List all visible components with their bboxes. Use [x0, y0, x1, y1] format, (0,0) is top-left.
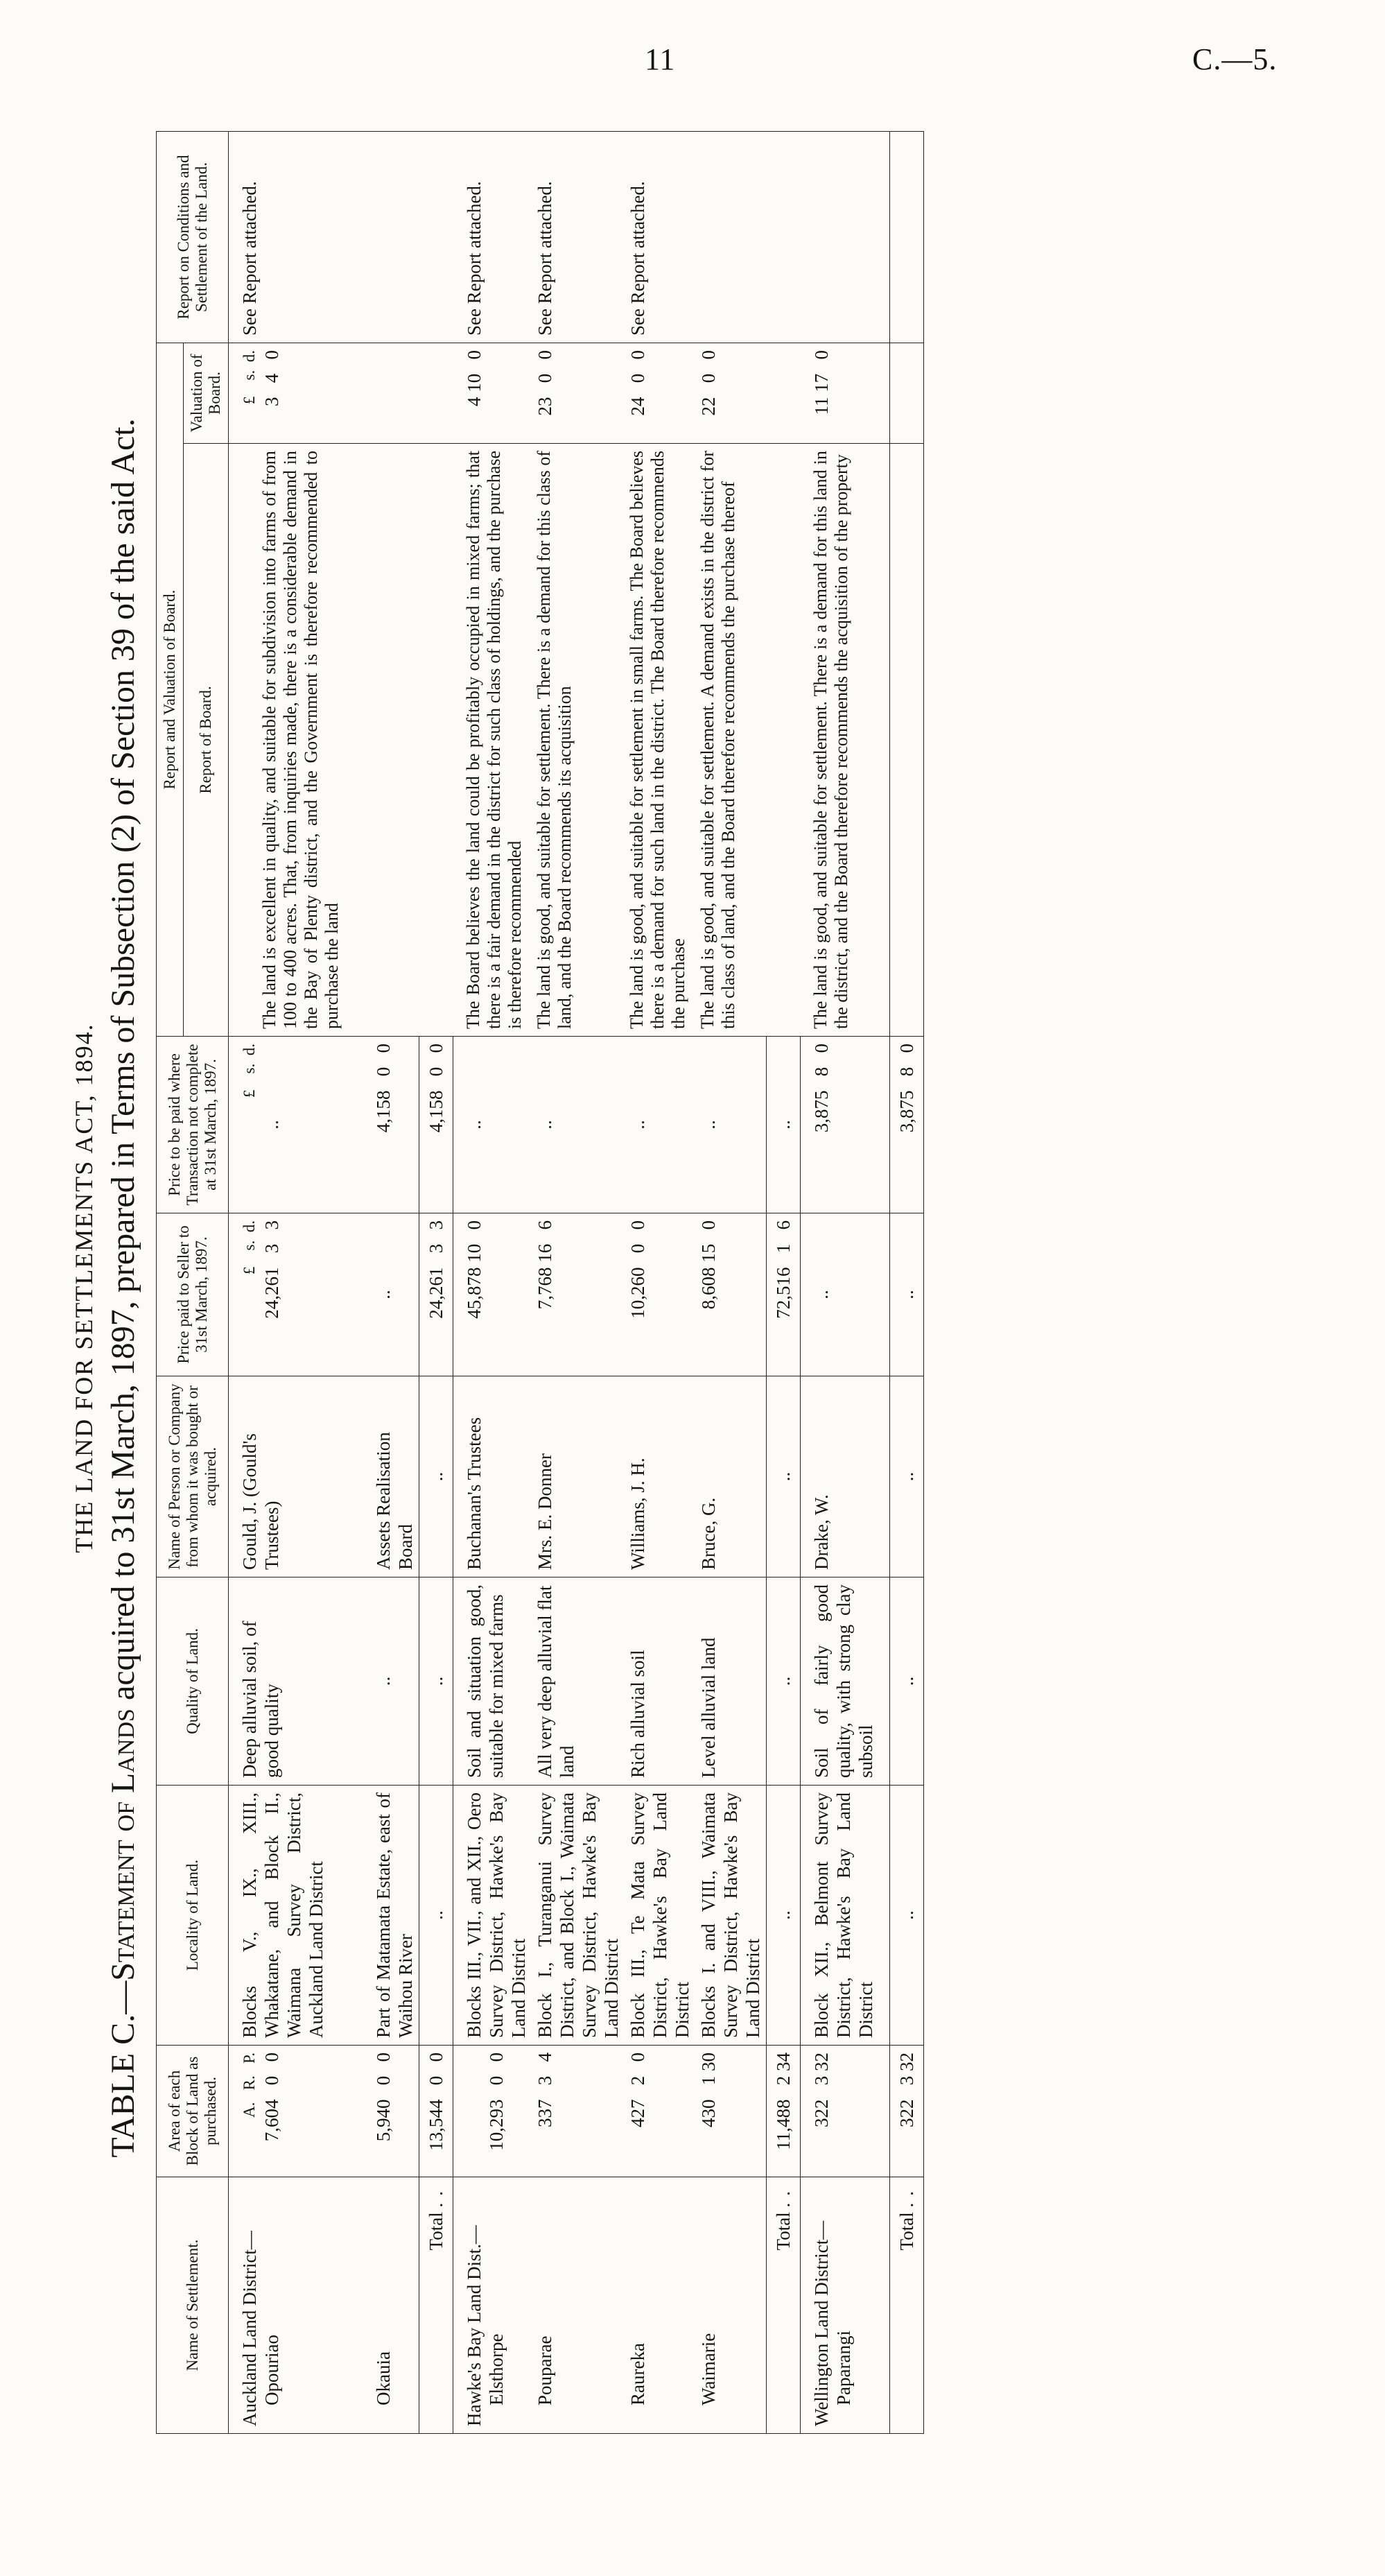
- empty-cell: [890, 131, 924, 343]
- quality-cell: All very deep alluvial flat land: [532, 1577, 625, 1786]
- empty-cell: [419, 444, 453, 1037]
- table-row: [625, 131, 695, 2433]
- district-cell: [453, 2177, 532, 2434]
- header-area: Area of each Block of Land as purchased.: [157, 2046, 229, 2177]
- area-value: 7,604 0 0: [261, 2052, 282, 2142]
- board-report-text: The land is excellent in quality, and suitable for subdivision into farms of from 100 to 400 acres. That, from inquiries made, there is a considerable demand in the Bay of Plenty district, and the Government is therefore recommended to purchase the land: [259, 451, 342, 1029]
- area-cell: [229, 2046, 345, 2177]
- area-value: 337 3 4: [532, 2046, 625, 2177]
- header-locality: Locality of Land.: [157, 1786, 229, 2046]
- total-person: ..: [890, 1376, 924, 1577]
- area-value: 322 3 32: [801, 2046, 890, 2177]
- empty-cell: [419, 131, 453, 343]
- empty-cell: [419, 343, 453, 443]
- district-label: Wellington Land District—: [811, 2220, 832, 2426]
- table-row: [695, 131, 767, 2433]
- empty-cell: [890, 343, 924, 443]
- quality-cell: Soil and situation good, suitable for mixed farms: [453, 1577, 532, 1786]
- total-price-paid: 72,516 1 6: [767, 1213, 801, 1376]
- price-to-pay-value: 3,875 8 0: [801, 1037, 890, 1213]
- quality-cell: Soil of fairly good quality, with strong clay subsoil: [801, 1577, 890, 1786]
- act-title: THE LAND FOR SETTLEMENTS ACT, 1894.: [70, 1023, 98, 1553]
- header-quality: Quality of Land.: [157, 1577, 229, 1786]
- locality-cell: Block I., Turanganui Survey District, and Block I., Waimata Survey District, Hawke's Bay Land District: [532, 1786, 625, 2046]
- price-paid-value: 10,260 0 0: [625, 1213, 695, 1376]
- lands-statement-table: [156, 131, 924, 2434]
- settlement-name: Paparangi: [833, 2331, 854, 2405]
- board-report-cell: The Board believes the land could be profitably occupied in mixed farms; that there is a fair demand in the district for such class of holdings, and the purchase is therefore recommended: [453, 444, 532, 1037]
- price-paid-value: ..: [345, 1213, 419, 1376]
- price-to-pay-value: ..: [453, 1037, 532, 1213]
- header-person: Name of Person or Company from whom it was bought or acquired.: [157, 1376, 229, 1577]
- board-report-cell: The land is good, and suitable for settlement. There is a demand for this land in the district, and the Board therefore recommends the acquisition of the property: [801, 444, 890, 1037]
- price-paid-value: 24,261 3 3: [261, 1220, 282, 1319]
- total-person: ..: [419, 1376, 453, 1577]
- valuation-value: 11 17 0: [801, 343, 890, 443]
- district-cell: [801, 2177, 890, 2434]
- settlement-name: Elsthorpe: [486, 2333, 507, 2405]
- district-label: Hawke's Bay Land Dist.—: [464, 2225, 485, 2426]
- total-row: [767, 131, 801, 2433]
- header-conditions: Report on Conditions and Settlement of the Land.: [157, 131, 229, 343]
- price-to-pay-value: ..: [695, 1037, 767, 1213]
- total-area: 11,488 2 34: [767, 2046, 801, 2177]
- quality-cell: ..: [345, 1577, 419, 1786]
- header-price-paid: Price paid to Seller to 31st March, 1897.: [157, 1213, 229, 1376]
- empty-cell: [767, 131, 801, 343]
- price-paid-value: 45,878 10 0: [453, 1213, 532, 1376]
- header-valuation: Valuation of Board.: [184, 343, 229, 443]
- table-title-smallcaps: Statement of Lands: [105, 1709, 141, 1981]
- units-label: £ s. d.: [241, 1044, 258, 1098]
- valuation-value: 23 0 0: [532, 343, 625, 443]
- quality-cell: Level alluvial land: [695, 1577, 767, 1786]
- area-value: 430 1 30: [695, 2046, 767, 2177]
- person-cell: Buchanan's Trustees: [453, 1376, 532, 1577]
- conditions-cell: [801, 131, 890, 343]
- valuation-value: 3 4 0: [261, 349, 282, 406]
- table-row: [801, 131, 890, 2433]
- total-price-to-pay: 3,875 8 0: [890, 1037, 924, 1213]
- units-label: £ s. d.: [241, 1220, 258, 1274]
- empty-cell: [767, 444, 801, 1037]
- total-person: ..: [767, 1376, 801, 1577]
- price-to-pay-cell: [229, 1037, 345, 1213]
- valuation-value: 24 0 0: [625, 343, 695, 443]
- settlement-name: Okauia: [345, 2177, 419, 2434]
- header-name: Name of Settlement.: [157, 2177, 229, 2434]
- locality-cell: Blocks V., IX., XIII., Whakatane, and Block II., Waimana Survey District, Auckland Land District: [229, 1786, 345, 2046]
- total-label: Total ..: [767, 2177, 801, 2434]
- area-value: 427 2 0: [625, 2046, 695, 2177]
- price-paid-value: 7,768 16 6: [532, 1213, 625, 1376]
- total-locality: ..: [890, 1786, 924, 2046]
- valuation-value: 22 0 0: [695, 343, 767, 443]
- total-quality: ..: [419, 1577, 453, 1786]
- table-row: [229, 131, 345, 2433]
- header-price-to-pay: Price to be paid where Transaction not complete at 31st March, 1897.: [157, 1037, 229, 1213]
- person-cell: Mrs. E. Donner: [532, 1376, 625, 1577]
- board-report-cell: The land is good, and suitable for settlement in small farms. The Board believes there is a demand for such land in the district. The Board therefore recommends the purchase: [625, 444, 695, 1037]
- conditions-cell: See Report attached.: [532, 131, 625, 343]
- page-reference: C.—5.: [1192, 42, 1278, 76]
- units-label: A. R. P.: [241, 2052, 258, 2118]
- empty-cell: [890, 444, 924, 1037]
- total-price-paid: 24,261 3 3: [419, 1213, 453, 1376]
- quality-cell: Rich alluvial soil: [625, 1577, 695, 1786]
- locality-cell: Blocks I. and VIII., Waimata Survey District, Hawke's Bay Land District: [695, 1786, 767, 2046]
- valuation-cell: [345, 343, 419, 443]
- total-price-paid: ..: [890, 1213, 924, 1376]
- conditions-cell: [345, 131, 419, 343]
- total-price-to-pay: ..: [767, 1037, 801, 1213]
- total-area: 322 3 32: [890, 2046, 924, 2177]
- total-quality: ..: [890, 1577, 924, 1786]
- person-cell: Williams, J. H.: [625, 1376, 695, 1577]
- empty-cell: [767, 343, 801, 443]
- price-paid-cell: [229, 1213, 345, 1376]
- person-cell: Assets Realisation Board: [345, 1376, 419, 1577]
- total-quality: ..: [767, 1577, 801, 1786]
- conditions-cell: [695, 131, 767, 343]
- price-to-pay-value: ..: [261, 1120, 282, 1130]
- table-row: [532, 131, 625, 2433]
- board-report-cell: [345, 444, 419, 1037]
- total-price-to-pay: 4,158 0 0: [419, 1037, 453, 1213]
- person-cell: Bruce, G.: [695, 1376, 767, 1577]
- quality-cell: Deep alluvial soil, of good quality: [229, 1577, 345, 1786]
- table-title-rest: acquired to 31st March, 1897, prepared in Terms of Subsection (2) of Section 39 of the said Act.: [105, 418, 141, 1709]
- units-label: £ s. d.: [241, 349, 258, 404]
- table-title: [104, 0, 142, 2576]
- board-report-cell: The land is good, and suitable for settlement. A demand exists in the district for this class of land, and the Board therefore recommends the purchase thereof: [695, 444, 767, 1037]
- board-report-cell: [229, 444, 345, 1037]
- price-to-pay-value: ..: [625, 1037, 695, 1213]
- table-row: [453, 131, 532, 2433]
- price-to-pay-value: ..: [532, 1037, 625, 1213]
- district-label: Auckland Land District—: [239, 2231, 260, 2426]
- settlement-name: Raureka: [625, 2177, 695, 2434]
- conditions-cell: See Report attached.: [625, 131, 695, 343]
- header-board-report: Report of Board.: [184, 444, 229, 1037]
- person-cell: Drake, W.: [801, 1376, 890, 1577]
- valuation-cell: [229, 343, 345, 443]
- conditions-cell: See Report attached.: [229, 131, 345, 343]
- settlement-name: Pouparae: [532, 2177, 625, 2434]
- area-value: 10,293 0 0: [453, 2046, 532, 2177]
- total-locality: ..: [419, 1786, 453, 2046]
- price-paid-value: 8,608 15 0: [695, 1213, 767, 1376]
- total-label: Total ..: [419, 2177, 453, 2434]
- page-number: 11: [645, 42, 676, 76]
- price-paid-value: ..: [801, 1213, 890, 1376]
- locality-cell: Part of Matamata Estate, east of Waihou River: [345, 1786, 419, 2046]
- valuation-value: 4 10 0: [453, 343, 532, 443]
- header-board-group: Report and Valuation of Board.: [157, 343, 184, 1036]
- table-title-prefix: TABLE C.—: [105, 1980, 141, 2158]
- total-area: 13,544 0 0: [419, 2046, 453, 2177]
- district-cell: [229, 2177, 345, 2434]
- total-row: [419, 131, 453, 2433]
- locality-cell: Block III., Te Mata Survey District, Hawke's Bay Land District: [625, 1786, 695, 2046]
- total-label: Total ..: [890, 2177, 924, 2434]
- total-locality: ..: [767, 1786, 801, 2046]
- total-row: [890, 131, 924, 2433]
- settlement-name: Opouriao: [261, 2335, 282, 2405]
- conditions-cell: See Report attached.: [453, 131, 532, 343]
- table-row: [345, 131, 419, 2433]
- price-to-pay-value: 4,158 0 0: [345, 1037, 419, 1213]
- locality-cell: Blocks III., VII., and XII., Oero Survey District, Hawke's Bay Land District: [453, 1786, 532, 2046]
- person-cell: Gould, J. (Gould's Trustees): [229, 1376, 345, 1577]
- settlement-name: Waimarie: [695, 2177, 767, 2434]
- board-report-cell: The land is good, and suitable for settlement. There is a demand for this class of land, and the Board recommends its acquisition: [532, 444, 625, 1037]
- area-value: 5,940 0 0: [345, 2046, 419, 2177]
- locality-cell: Block XII., Belmont Survey District, Hawke's Bay Land District: [801, 1786, 890, 2046]
